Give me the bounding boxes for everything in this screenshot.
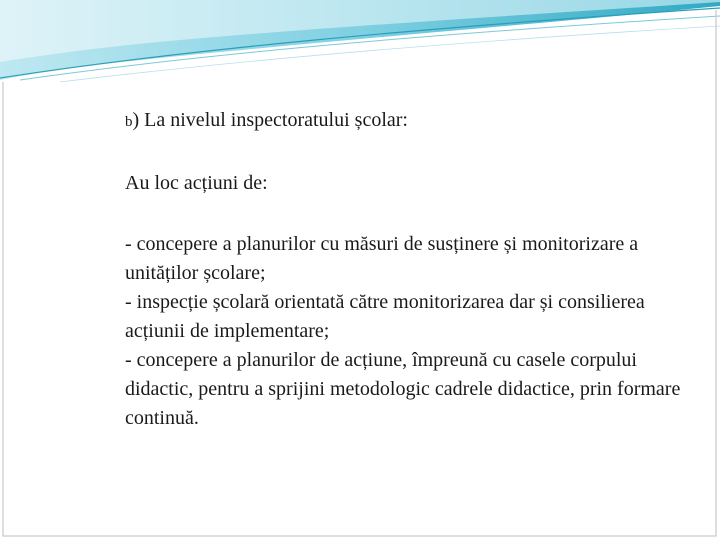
intro-text: Au loc acțiuni de: (125, 172, 268, 194)
section-heading (125, 106, 685, 137)
action-list (125, 230, 685, 433)
action-item-action-plans: - concepere a planurilor de acțiune, împreună cu casele corpului didactic, pentru a sprijini metodologic cadrele didactice, prin formare continuă. (125, 349, 681, 429)
section-heading-text: ) La nivelul inspectoratului școlar: (132, 109, 408, 131)
slide-body (125, 106, 685, 433)
action-item-inspection: - inspecție școlară orientată către monitorizarea dar și consilierea acțiunii de implementare; (125, 291, 645, 342)
action-item-support-plans: - concepere a planurilor cu măsuri de susținere și monitorizare a unităților școlare; (125, 233, 639, 284)
section-marker: b (125, 114, 133, 130)
